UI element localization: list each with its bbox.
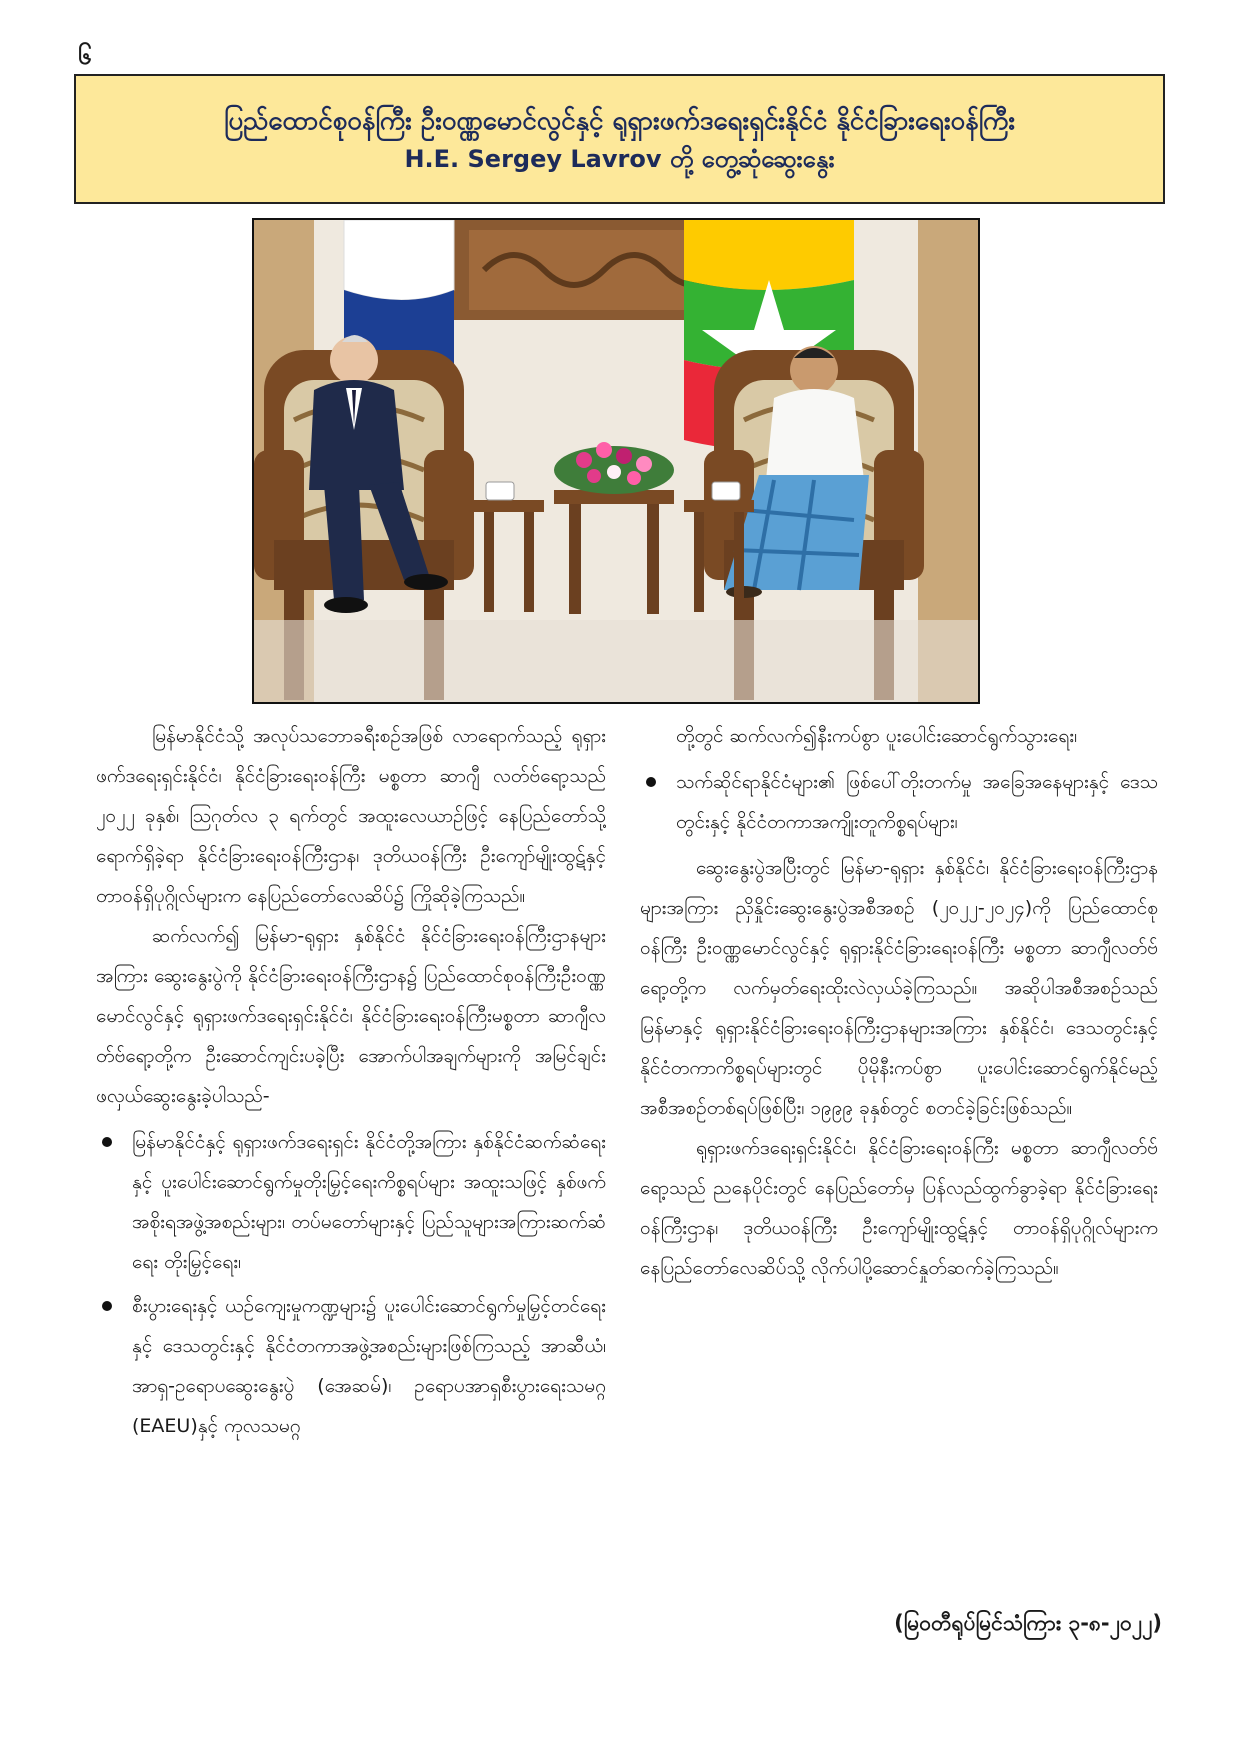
bullet-item-2: စီးပွားရေးနှင့် ယဉ်ကျေးမှုကဏ္ဍများ၌ ပူးပေါင်းဆောင်ရွက်မှုမြှင့်တင်ရေးနှင့် ဒေသတွင်းနှင့် နိုင်ငံတကာအဖွဲ့အစည်းများဖြစ်ကြသည့် အာဆီယံ၊ အာရှ-ဥရောပဆွေးနွေးပွဲ (အေဆမ်)၊ ဥရောပအာရှစီးပွားရေးသမဂ္ဂ (EAEU)နှင့် ကုလသမဂ္ဂ [96, 1286, 606, 1446]
headline-line-1: ပြည်ထောင်စုဝန်ကြီး ဦးဝဏ္ဏမောင်လွင်နှင့် ရုရှားဖက်ဒရေးရှင်းနိုင်ငံ နိုင်ငံခြားရေးဝန်ကြီး [223, 105, 1016, 136]
bullet-list-right [640, 762, 1158, 842]
meeting-photo [252, 218, 980, 704]
headline-line-2: H.E. Sergey Lavrov တို့ တွေ့ဆုံဆွေးနွေး [404, 144, 835, 173]
bullet-list-left [96, 1122, 606, 1446]
paragraph-1: မြန်မာနိုင်ငံသို့ အလုပ်သဘောခရီးစဉ်အဖြစ် လာရောက်သည့် ရုရှားဖက်ဒရေးရှင်းနိုင်ငံ၊ နိုင်ငံခြားရေးဝန်ကြီး မစ္စတာ ဆာဂျီ လတ်ဗ်ရော့သည် ၂၀၂၂ ခုနှစ်၊ ဩဂုတ်လ ၃ ရက်တွင် အထူးလေယာဉ်ဖြင့် နေပြည်တော်သို့ ရောက်ရှိခဲ့ရာ နိုင်ငံခြားရေးဝန်ကြီးဌာန၊ ဒုတိယဝန်ကြီး ဦးကျော်မျိုးထွဋ်နှင့် တာဝန်ရှိပုဂ္ဂိုလ်များက နေပြည်တော်လေဆိပ်၌ ကြိုဆိုခဲ့ကြသည်။ [96, 725, 606, 907]
paragraph-2: ဆက်လက်၍ မြန်မာ-ရုရှား နှစ်နိုင်ငံ နိုင်ငံခြားရေးဝန်ကြီးဌာနများအကြား ဆွေးနွေးပွဲကို နိုင်ငံခြားရေးဝန်ကြီးဌာန၌ ပြည်ထောင်စုဝန်ကြီးဦးဝဏ္ဏမောင်လွင်နှင့် ရုရှားဖက်ဒရေးရှင်းနိုင်ငံ၊ နိုင်ငံခြားရေးဝန်ကြီးမစ္စတာ ဆာဂျီလတ်ဗ်ရော့တို့က ဦးဆောင်ကျင်းပခဲ့ပြီး အောက်ပါအချက်များကို အမြင်ချင်းဖလှယ်ဆွေးနွေးခဲ့ပါသည်- [96, 925, 606, 1107]
bullet-item-3: သက်ဆိုင်ရာနိုင်ငံများ၏ ဖြစ်ပေါ်တိုးတက်မှု အခြေအနေများနှင့် ဒေသတွင်းနှင့် နိုင်ငံတကာအကျိုးတူကိစ္စရပ်များ၊ [640, 762, 1158, 842]
left-column [96, 716, 606, 1452]
bullet-item-2-continued: တို့တွင် ဆက်လက်၍နီးကပ်စွာ ပူးပေါင်းဆောင်ရွက်သွားရေး၊ [676, 725, 1078, 747]
headline-box [74, 74, 1165, 204]
page-number: ၆ [78, 42, 92, 70]
paragraph-4: ရုရှားဖက်ဒရေးရှင်းနိုင်ငံ၊ နိုင်ငံခြားရေးဝန်ကြီး မစ္စတာ ဆာဂျီလတ်ဗ်ရော့သည် ညနေပိုင်းတွင် နေပြည်တော်မှ ပြန်လည်ထွက်ခွာခဲ့ရာ နိုင်ငံခြားရေးဝန်ကြီးဌာန၊ ဒုတိယဝန်ကြီး ဦးကျော်မျိုးထွဋ်နှင့် တာဝန်ရှိပုဂ္ဂိုလ်များက နေပြည်တော်လေဆိပ်သို့ လိုက်ပါပို့ဆောင်နှုတ်ဆက်ခဲ့ကြသည်။ [640, 1137, 1158, 1279]
bullet-item-1: မြန်မာနိုင်ငံနှင့် ရုရှားဖက်ဒရေးရှင်း နိုင်ငံတို့အကြား နှစ်နိုင်ငံဆက်ဆံရေးနှင့် ပူးပေါင်းဆောင်ရွက်မှုတိုးမြှင့်ရေးကိစ္စရပ်များ အထူးသဖြင့် နှစ်ဖက်အစိုးရအဖွဲ့အစည်းများ၊ တပ်မတော်များနှင့် ပြည်သူများအကြားဆက်ဆံရေး တိုးမြှင့်ရေး၊ [96, 1122, 606, 1282]
right-column [640, 716, 1158, 1288]
source-credit: (မြဝတီရုပ်မြင်သံကြား ၃-၈-၂၀၂၂) [894, 1611, 1162, 1635]
paragraph-3: ဆွေးနွေးပွဲအပြီးတွင် မြန်မာ-ရုရှား နှစ်နိုင်ငံ၊ နိုင်ငံခြားရေးဝန်ကြီးဌာနများအကြား ညှိနှိုင်းဆွေးနွေးပွဲအစီအစဉ် (၂၀၂၂-၂၀၂၄)ကို ပြည်ထောင်စုဝန်ကြီး ဦးဝဏ္ဏမောင်လွင်နှင့် ရုရှားနိုင်ငံခြားရေးဝန်ကြီး မစ္စတာ ဆာဂျီလတ်ဗ်ရော့တို့က လက်မှတ်ရေးထိုးလဲလှယ်ခဲ့ကြသည်။ အဆိုပါအစီအစဉ်သည် မြန်မာနှင့် ရုရှားနိုင်ငံခြားရေးဝန်ကြီးဌာနများအကြား နှစ်နိုင်ငံ၊ ဒေသတွင်းနှင့် နိုင်ငံတကာကိစ္စရပ်များတွင် ပိုမိုနီးကပ်စွာ ပူးပေါင်းဆောင်ရွက်နိုင်မည့် အစီအစဉ်တစ်ရပ်ဖြစ်ပြီး၊ ၁၉၉၉ ခုနှစ်တွင် စတင်ခဲ့ခြင်းဖြစ်သည်။ [640, 857, 1158, 1119]
meeting-photo-icon [254, 220, 978, 702]
